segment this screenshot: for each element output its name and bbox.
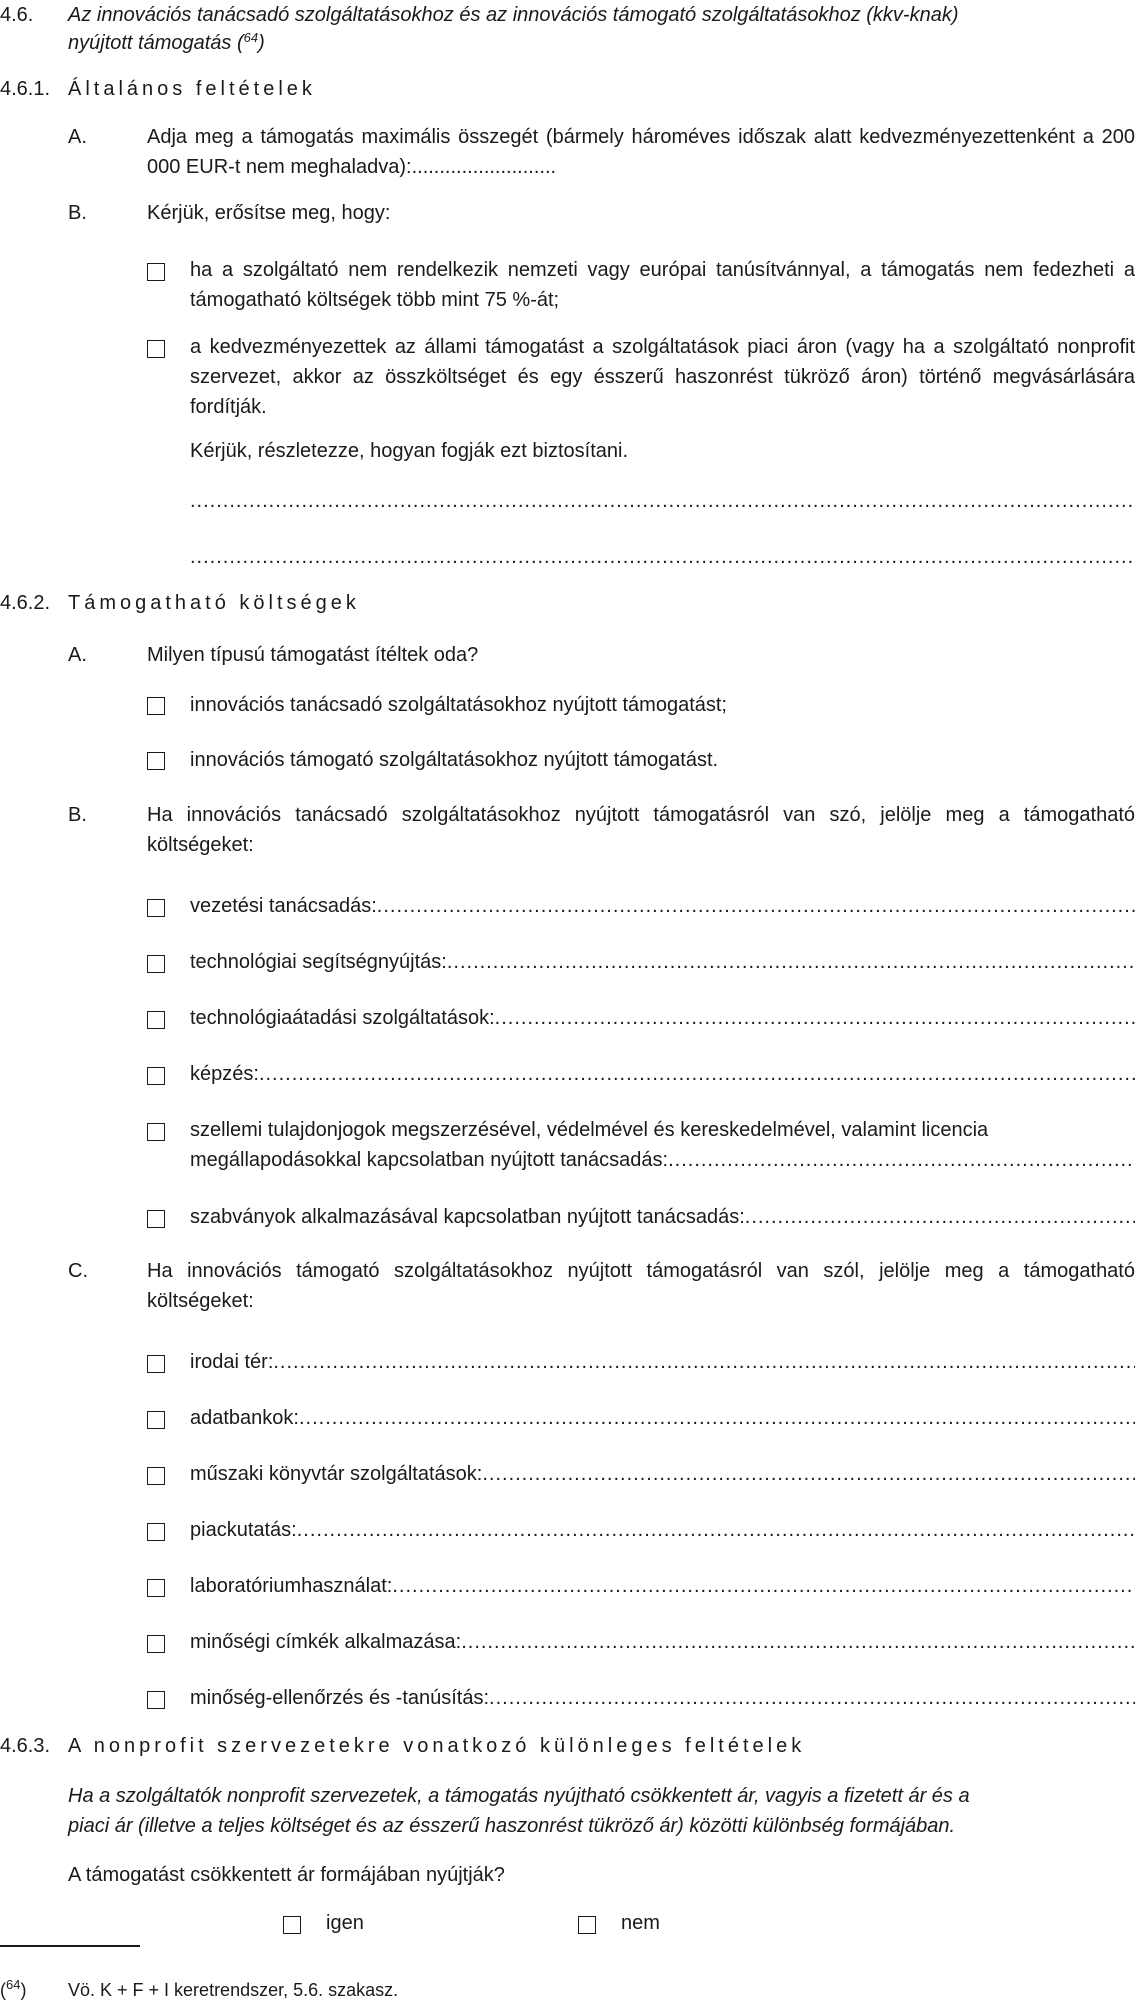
label: képzés:: [190, 1063, 259, 1085]
checkbox-technical-library[interactable]: [147, 1467, 165, 1485]
nonprofit-note-line-1: Ha a szolgáltatók nonprofit szervezetek, a támogatás nyújtható csökkentett ár, vagyis a fizetett ár és a: [68, 1785, 970, 1807]
footnote-text: Vö. K + F + I keretrendszer, 5.6. szakasz.: [68, 1980, 399, 2000]
detail-answer-line-1[interactable]: [190, 486, 1135, 516]
label: műszaki könyvtár szolgáltatások:: [190, 1463, 483, 1485]
detail-prompt: Kérjük, részletezze, hogyan fogják ezt biztosítani.: [190, 440, 629, 462]
section-number-4-6-2: 4.6.2.: [0, 592, 51, 614]
standards-consulting-field[interactable]: [190, 1202, 1135, 1232]
checkbox-market-research[interactable]: [147, 1523, 165, 1541]
option-yes: igen: [326, 1912, 364, 1934]
footnote-number: ($^{64}$): [0, 1977, 27, 2000]
max-aid-question: [147, 122, 1135, 182]
checkbox-management-consulting[interactable]: [147, 899, 165, 917]
footnote-mark: 64: [6, 1977, 21, 1992]
databanks-field[interactable]: [190, 1403, 1135, 1433]
label: minőség-ellenőrzés és -tanúsítás:: [190, 1687, 490, 1709]
ip-consulting-label: szellemi tulajdonjogok megszerzésével, védelmével és kereskedelmével, valamint licencia: [190, 1119, 989, 1141]
checkbox-certification-75[interactable]: [147, 263, 165, 281]
section-number-4-6-1: 4.6.1.: [0, 78, 51, 100]
checkbox-advisory-services[interactable]: [147, 697, 165, 715]
max-aid-answer-field[interactable]: ..........................: [411, 156, 557, 178]
section-title-4-6-2: Támogatható költségek: [68, 592, 360, 614]
item-letter-b-2: B.: [68, 804, 87, 826]
section-number-4-6-3: 4.6.3.: [0, 1735, 51, 1757]
label: piackutatás:: [190, 1519, 297, 1541]
option-advisory-services: innovációs tanácsadó szolgáltatásokhoz nyújtott támogatást;: [190, 694, 727, 716]
max-aid-text: Adja meg a támogatás maximális összegét (bármely hároméves időszak alatt kedvezményezettenként a 200 000 EUR-t nem meghaladva):: [147, 126, 1135, 178]
technical-library-field[interactable]: [190, 1459, 1135, 1489]
label: irodai tér:: [190, 1351, 274, 1373]
section-title-4-6-1: Általános feltételek: [68, 78, 316, 100]
technology-transfer-field[interactable]: [190, 1003, 1135, 1033]
market-research-field[interactable]: [190, 1515, 1135, 1545]
label: megállapodásokkal kapcsolatban nyújtott tanácsadás:: [190, 1149, 669, 1171]
label: vezetési tanácsadás:: [190, 895, 377, 917]
reduced-price-question: A támogatást csökkentett ár formájában nyújtják?: [68, 1864, 505, 1886]
item-letter-a: A.: [68, 126, 87, 148]
checkbox-databanks[interactable]: [147, 1411, 165, 1429]
section-title-4-6-3: A nonprofit szervezetekre vonatkozó különleges feltételek: [68, 1735, 806, 1757]
checkbox-standards-consulting[interactable]: [147, 1210, 165, 1228]
advisory-costs-question: Ha innovációs tanácsadó szolgáltatásokhoz nyújtott támogatásról van szó, jelölje meg a támogatható költségeket:: [147, 804, 1135, 856]
label: szabványok alkalmazásával kapcsolatban nyújtott tanácsadás:: [190, 1206, 745, 1228]
technical-assistance-field[interactable]: [190, 947, 1135, 977]
section-title-4-6: Az innovációs tanácsadó szolgáltatásokhoz és az innovációs támogató szolgáltatásokhoz (kkv-knak): [68, 4, 959, 26]
label: laboratóriumhasználat:: [190, 1575, 393, 1597]
option-certification-75: ha a szolgáltató nem rendelkezik nemzeti vagy európai tanúsítvánnyal, a támogatás nem fedezheti a támogatható költségek több mint 75 %-át;: [190, 259, 1135, 311]
checkbox-no[interactable]: [578, 1916, 596, 1934]
support-costs-question: Ha innovációs támogató szolgáltatásokhoz nyújtott támogatásról van szól, jelölje meg a támogatható költségeket:: [147, 1260, 1135, 1312]
checkbox-market-price[interactable]: [147, 340, 165, 358]
section-title-4-6-line2: nyújtott támogatás ($^{64}$): [68, 30, 265, 54]
quality-labels-field[interactable]: [190, 1627, 1135, 1657]
item-letter-a-2: A.: [68, 644, 87, 666]
ip-consulting-field[interactable]: [190, 1145, 1135, 1175]
checkbox-ip-consulting[interactable]: [147, 1123, 165, 1141]
label: adatbankok:: [190, 1407, 299, 1429]
checkbox-quality-control[interactable]: [147, 1691, 165, 1709]
checkbox-support-services[interactable]: [147, 752, 165, 770]
option-market-price: a kedvezményezettek az állami támogatást a szolgáltatások piaci áron (vagy ha a szolgáltató nonprofit szervezet, akkor az összköltséget és egy ésszerű haszonrést tükröző áron) történő megvásárlására fordítják.: [190, 336, 1135, 418]
footnote-rule: [0, 1945, 140, 1947]
confirm-prompt: Kérjük, erősítse meg, hogy:: [147, 202, 391, 224]
detail-answer-line-2[interactable]: [190, 542, 1135, 572]
section-number-4-6: 4.6.: [0, 4, 34, 26]
training-field[interactable]: [190, 1059, 1135, 1089]
checkbox-technical-assistance[interactable]: [147, 955, 165, 973]
label: minőségi címkék alkalmazása:: [190, 1631, 462, 1653]
label: technológiaátadási szolgáltatások:: [190, 1007, 495, 1029]
checkbox-office-space[interactable]: [147, 1355, 165, 1373]
checkbox-quality-labels[interactable]: [147, 1635, 165, 1653]
option-support-services: innovációs támogató szolgáltatásokhoz nyújtott támogatást.: [190, 749, 719, 771]
footnote-ref[interactable]: 64: [243, 30, 259, 45]
label: technológiai segítségnyújtás:: [190, 951, 447, 973]
aid-type-question: Milyen típusú támogatást ítéltek oda?: [147, 644, 479, 666]
nonprofit-note-line-2: piaci ár (illetve a teljes költséget és az ésszerű haszonrést tükröző ár) közötti különbség formájában.: [68, 1815, 956, 1837]
checkbox-yes[interactable]: [283, 1916, 301, 1934]
item-letter-b: B.: [68, 202, 87, 224]
checkbox-laboratory[interactable]: [147, 1579, 165, 1597]
management-consulting-field[interactable]: [190, 891, 1135, 921]
checkbox-technology-transfer[interactable]: [147, 1011, 165, 1029]
checkbox-training[interactable]: [147, 1067, 165, 1085]
quality-control-field[interactable]: [190, 1683, 1135, 1713]
office-space-field[interactable]: [190, 1347, 1135, 1377]
item-letter-c: C.: [68, 1260, 88, 1282]
option-no: nem: [621, 1912, 660, 1934]
laboratory-field[interactable]: [190, 1571, 1135, 1601]
